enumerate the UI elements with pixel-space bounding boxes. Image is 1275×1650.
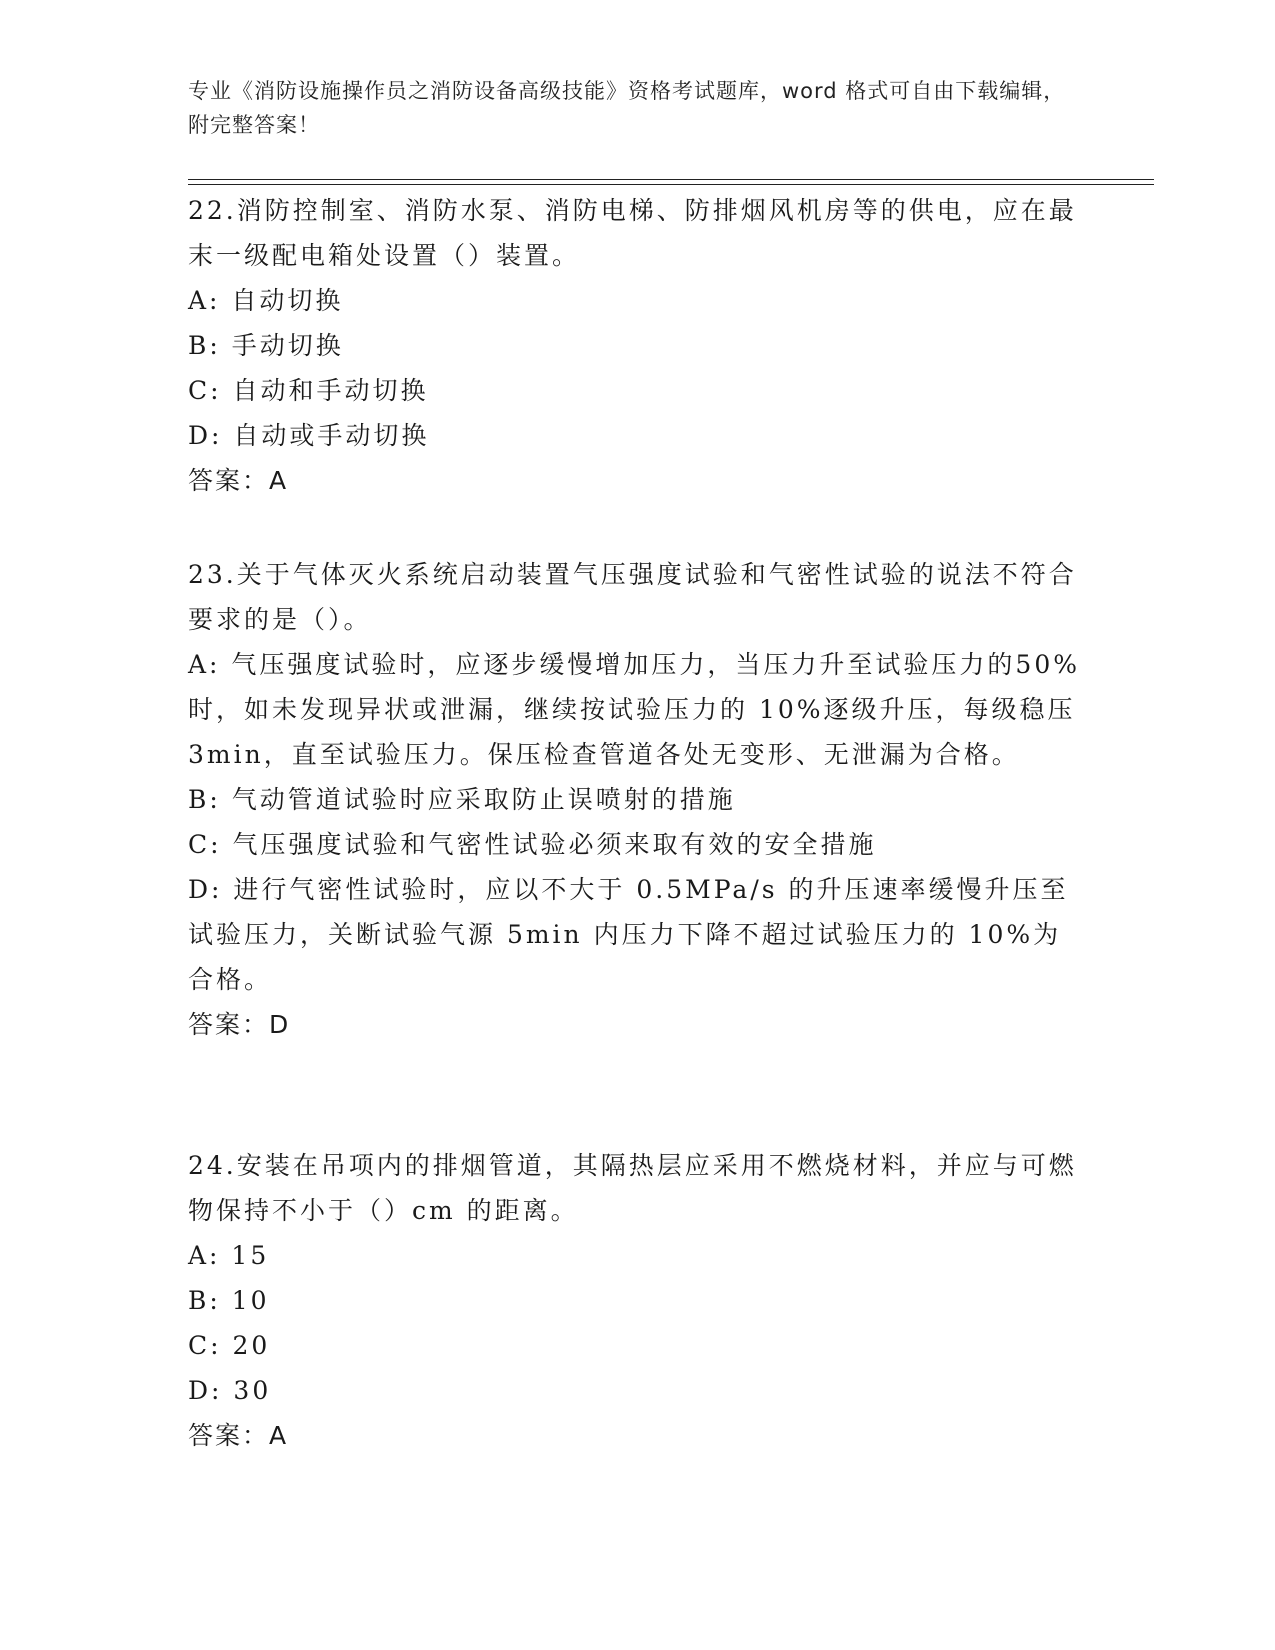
- question-23: [188, 552, 1088, 1047]
- question-22: [188, 188, 1088, 503]
- option-c: C: 气压强度试验和气密性试验必须来取有效的安全措施: [188, 830, 877, 859]
- document-header: 专业《消防设施操作员之消防设备高级技能》资格考试题库，word 格式可自由下载编辑，附完整答案！: [188, 79, 1066, 137]
- header-divider-top: [188, 179, 1154, 180]
- answer: 答案：D: [188, 1010, 291, 1039]
- question-24: [188, 1143, 1088, 1458]
- option-d: D: 30: [188, 1376, 272, 1405]
- question-stem: 24.安装在吊项内的排烟管道，其隔热层应采用不燃烧材料，并应与可燃物保持不小于（）cm 的距离。: [188, 1151, 1077, 1225]
- option-d: D: 进行气密性试验时，应以不大于 0.5MPa/s 的升压速率缓慢升压至试验压力，关断试验气源 5min 内压力下降不超过试验压力的 10%为合格。: [188, 875, 1069, 994]
- option-a: A: 气压强度试验时，应逐步缓慢增加压力，当压力升至试验压力的50%时，如未发现异状或泄漏，继续按试验压力的 10%逐级升压，每级稳压 3min，直至试验压力。保压检查管道各处无变形、无泄漏为合格。: [188, 650, 1080, 769]
- option-b: B: 手动切换: [188, 331, 344, 360]
- question-stem: 23.关于气体灭火系统启动装置气压强度试验和气密性试验的说法不符合要求的是（）。: [188, 560, 1077, 634]
- option-a: A: 15: [188, 1241, 270, 1270]
- answer: 答案：A: [188, 466, 289, 495]
- question-stem: 22.消防控制室、消防水泵、消防电梯、防排烟风机房等的供电，应在最末一级配电箱处设置（）装置。: [188, 196, 1077, 270]
- option-c: C: 自动和手动切换: [188, 376, 429, 405]
- header-divider-bottom: [188, 184, 1154, 185]
- option-a: A: 自动切换: [188, 286, 344, 315]
- option-c: C: 20: [188, 1331, 271, 1360]
- option-b: B: 气动管道试验时应采取防止误喷射的措施: [188, 785, 736, 814]
- answer: 答案：A: [188, 1421, 289, 1450]
- option-b: B: 10: [188, 1286, 270, 1315]
- option-d: D: 自动或手动切换: [188, 421, 430, 450]
